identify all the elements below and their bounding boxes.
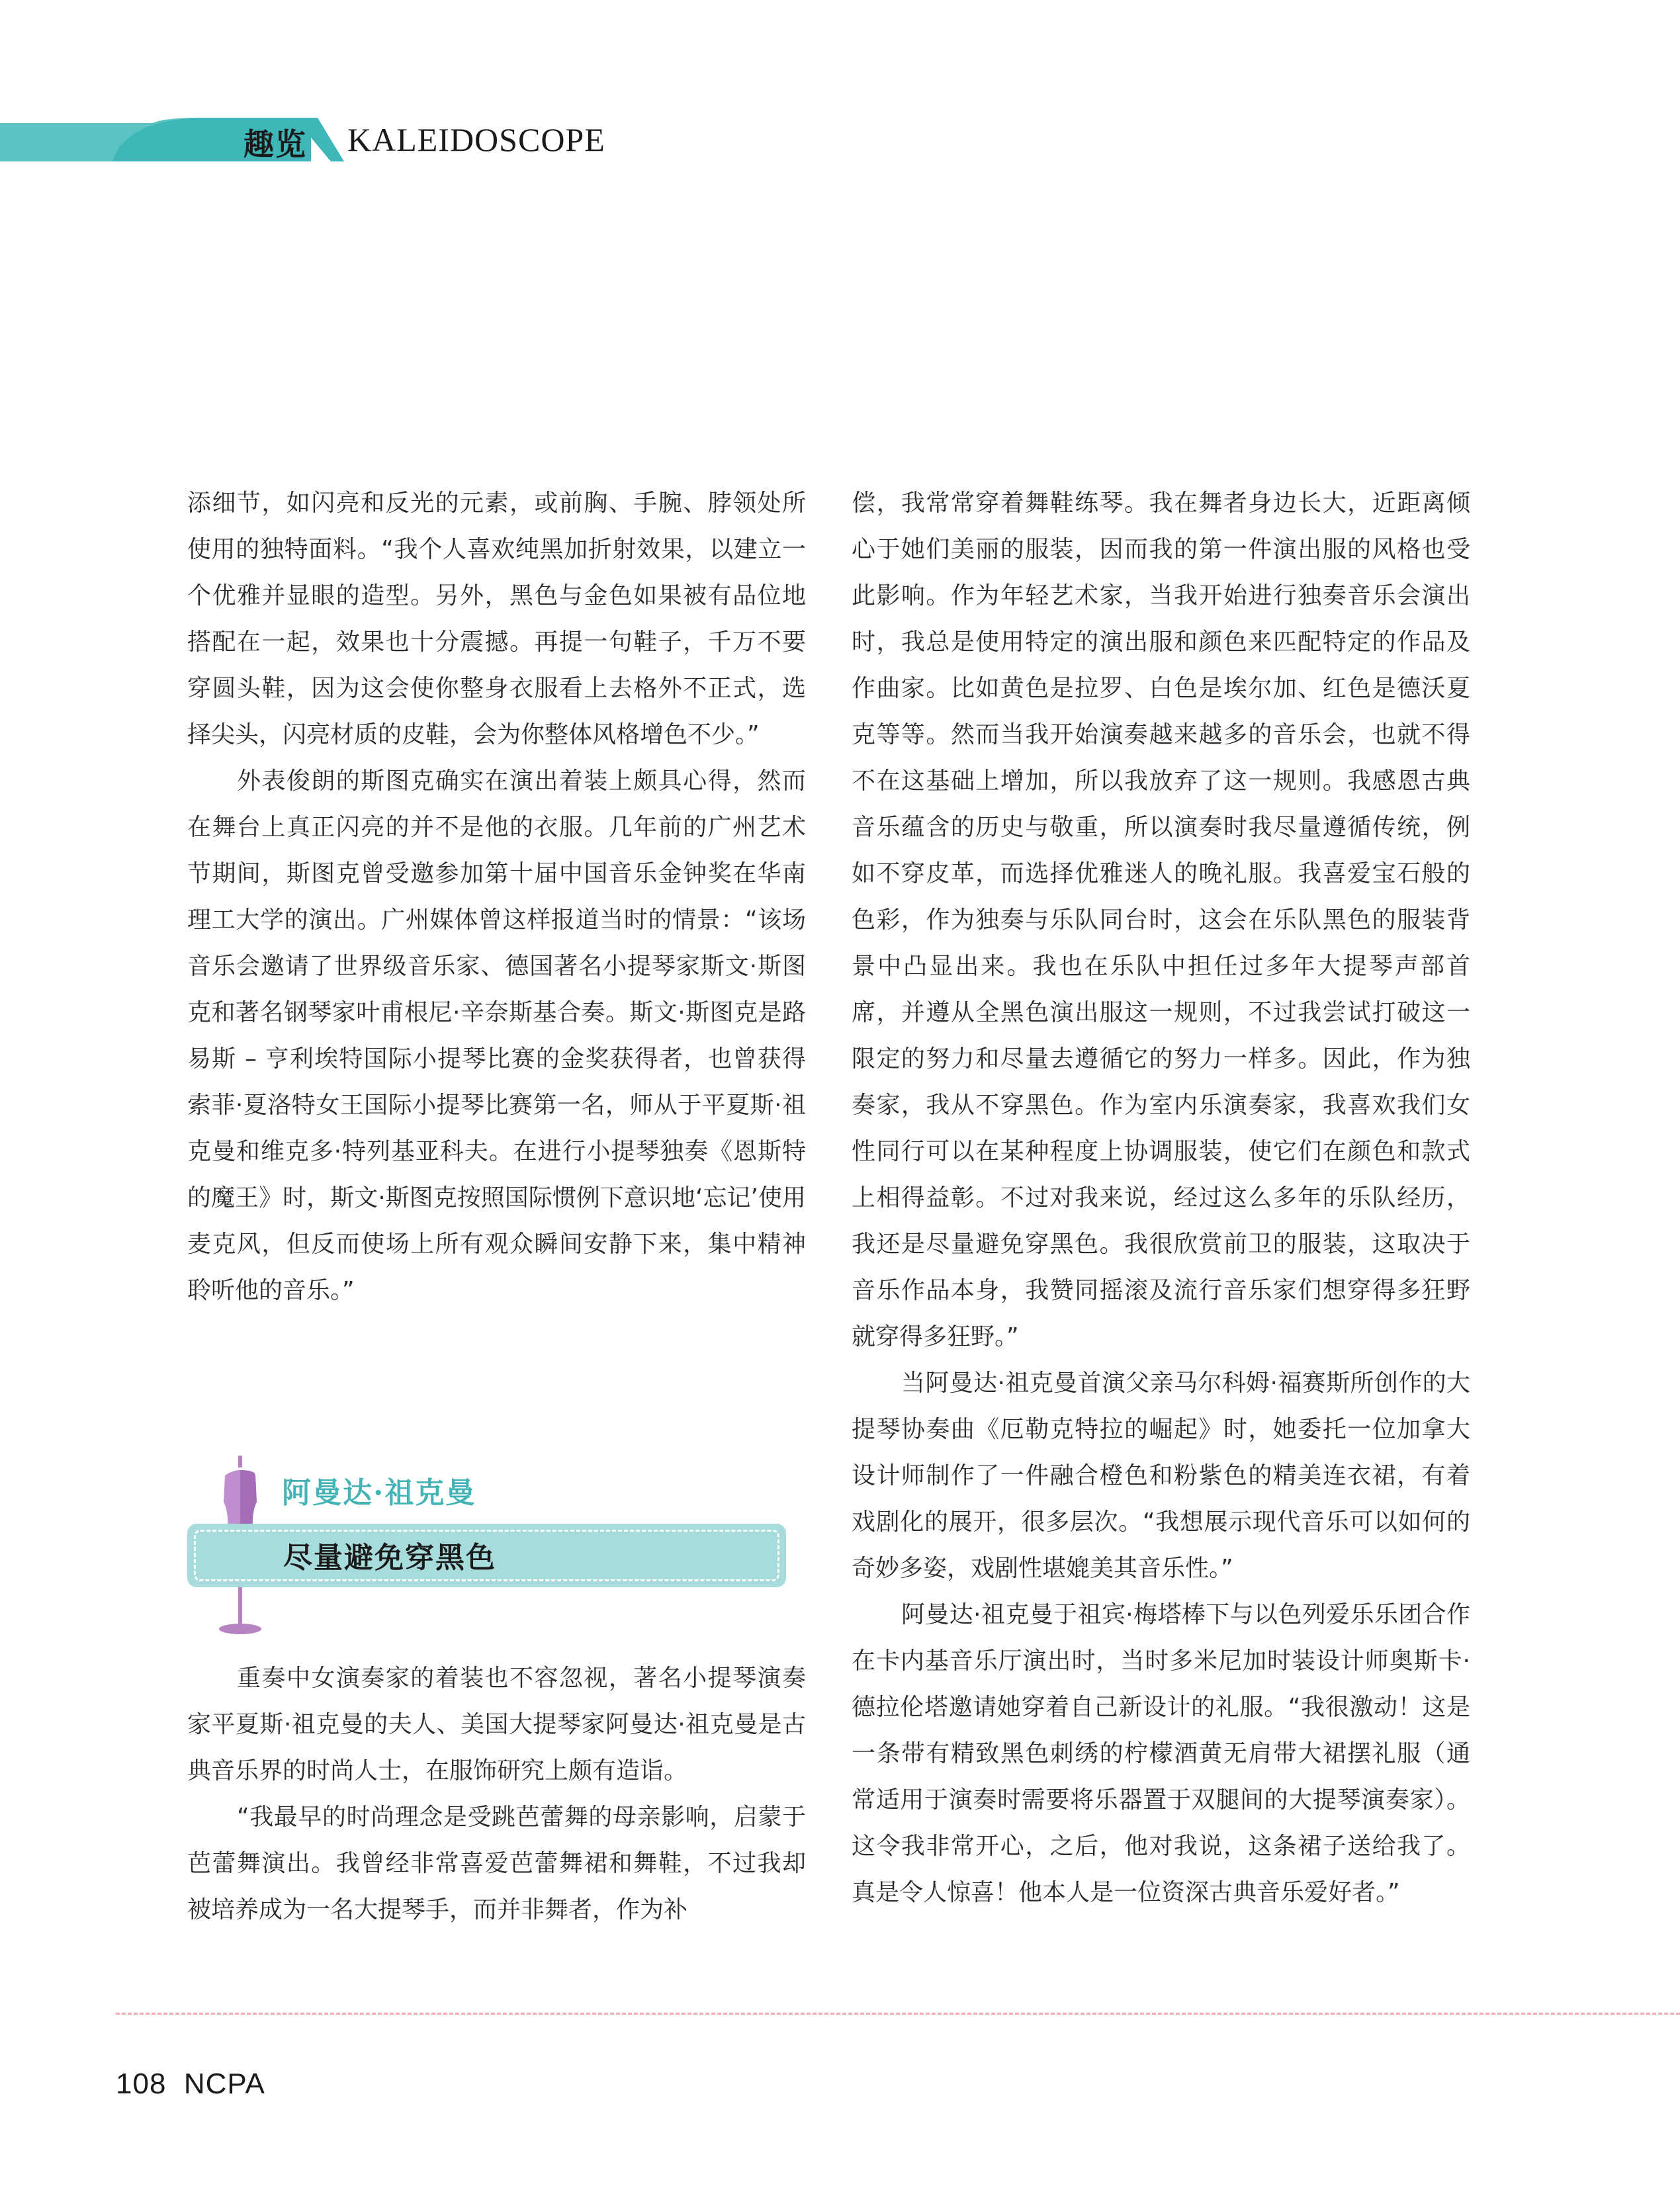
left-column	[187, 480, 806, 1314]
paragraph: “我最早的时尚理念是受跳芭蕾舞的母亲影响，启蒙于芭蕾舞演出。我曾经非常喜爱芭蕾舞裙和舞鞋，不过我却被培养成为一名大提琴手，而并非舞者，作为补	[187, 1804, 806, 1923]
paragraph: 重奏中女演奏家的着装也不容忽视，著名小提琴演奏家平夏斯·祖克曼的夫人、美国大提琴家阿曼达·祖克曼是古典音乐界的时尚人士，在服饰研究上颇有造诣。	[187, 1665, 806, 1784]
paragraph: 外表俊朗的斯图克确实在演出着装上颇具心得，然而在舞台上真正闪亮的并不是他的衣服。几年前的广州艺术节期间，斯图克曾受邀参加第十届中国音乐金钟奖在华南理工大学的演出。广州媒体曾这样报道当时的情景：“该场音乐会邀请了世界级音乐家、德国著名小提琴家斯文·斯图克和著名钢琴家叶甫根尼·辛奈斯基合奏。斯文·斯图克是路易斯 – 亨利埃特国际小提琴比赛的金奖获得者，也曾获得索菲·夏洛特女王国际小提琴比赛第一名，师从于平夏斯·祖克曼和维克多·特列基亚科夫。在进行小提琴独奏《恩斯特的魔王》时，斯文·斯图克按照国际惯例下意识地‘忘记’使用麦克风，但反而使场上所有观众瞬间安静下来，集中精神聆听他的音乐。”	[187, 767, 806, 1304]
subsection-subtitle: 尽量避免穿黑色	[283, 1541, 496, 1575]
section-title-english: KALEIDOSCOPE	[347, 121, 605, 158]
left-column-lower	[187, 1655, 806, 1933]
right-column	[852, 480, 1470, 1916]
paragraph: 阿曼达·祖克曼于祖宾·梅塔棒下与以色列爱乐乐团合作在卡内基音乐厅演出时，当时多米尼加时装设计师奥斯卡·德拉伦塔邀请她穿着自己新设计的礼服。“我很激动！这是一条带有精致黑色刺绣的柠檬酒黄无肩带大裙摆礼服（通常适用于演奏时需要将乐器置于双腿间的大提琴演奏家）。这令我非常开心，之后，他对我说，这条裙子送给我了。真是令人惊喜！他本人是一位资深古典音乐爱好者。”	[852, 1601, 1470, 1906]
section-title-chinese: 趣览	[243, 126, 307, 162]
paragraph: 偿，我常常穿着舞鞋练琴。我在舞者身边长大，近距离倾心于她们美丽的服装，因而我的第一件演出服的风格也受此影响。作为年轻艺术家，当我开始进行独奏音乐会演出时，我总是使用特定的演出服和颜色来匹配特定的作品及作曲家。比如黄色是拉罗、白色是埃尔加、红色是德沃夏克等等。然而当我开始演奏越来越多的音乐会，也就不得不在这基础上增加，所以我放弃了这一规则。我感恩古典音乐蕴含的历史与敬重，所以演奏时我尽量遵循传统，例如不穿皮革，而选择优雅迷人的晚礼服。我喜爱宝石般的色彩，作为独奏与乐队同台时，这会在乐队黑色的服装背景中凸显出来。我也在乐队中担任过多年大提琴声部首席，并遵从全黑色演出服这一规则，不过我尝试打破这一限定的努力和尽量去遵循它的努力一样多。因此，作为独奏家，我从不穿黑色。作为室内乐演奏家，我喜欢我们女性同行可以在某种程度上协调服装，使它们在颜色和款式上相得益彰。不过对我来说，经过这么多年的乐队经历，我还是尽量避免穿黑色。我很欣赏前卫的服装，这取决于音乐作品本身，我赞同摇滚及流行音乐家们想穿得多狂野就穿得多狂野。”	[852, 490, 1470, 1350]
page-number: 108 NCPA	[116, 2068, 265, 2100]
paragraph: 添细节，如闪亮和反光的元素，或前胸、手腕、脖领处所使用的独特面料。“我个人喜欢纯黑加折射效果，以建立一个优雅并显眼的造型。另外，黑色与金色如果被有品位地搭配在一起，效果也十分震撼。再提一句鞋子，千万不要穿圆头鞋，因为这会使你整身衣服看上去格外不正式，选择尖头，闪亮材质的皮鞋，会为你整体风格增色不少。”	[187, 490, 806, 748]
subsection-name: 阿曼达·祖克曼	[282, 1476, 476, 1510]
footer-divider	[116, 2013, 1680, 2015]
paragraph: 当阿曼达·祖克曼首演父亲马尔科姆·福赛斯所创作的大提琴协奏曲《厄勒克特拉的崛起》时，她委托一位加拿大设计师制作了一件融合橙色和粉紫色的精美连衣裙，有着戏剧化的展开，很多层次。“我想展示现代音乐可以如何的奇妙多姿，戏剧性堪媲美其音乐性。”	[852, 1370, 1470, 1582]
subsection-heading	[187, 1456, 849, 1654]
